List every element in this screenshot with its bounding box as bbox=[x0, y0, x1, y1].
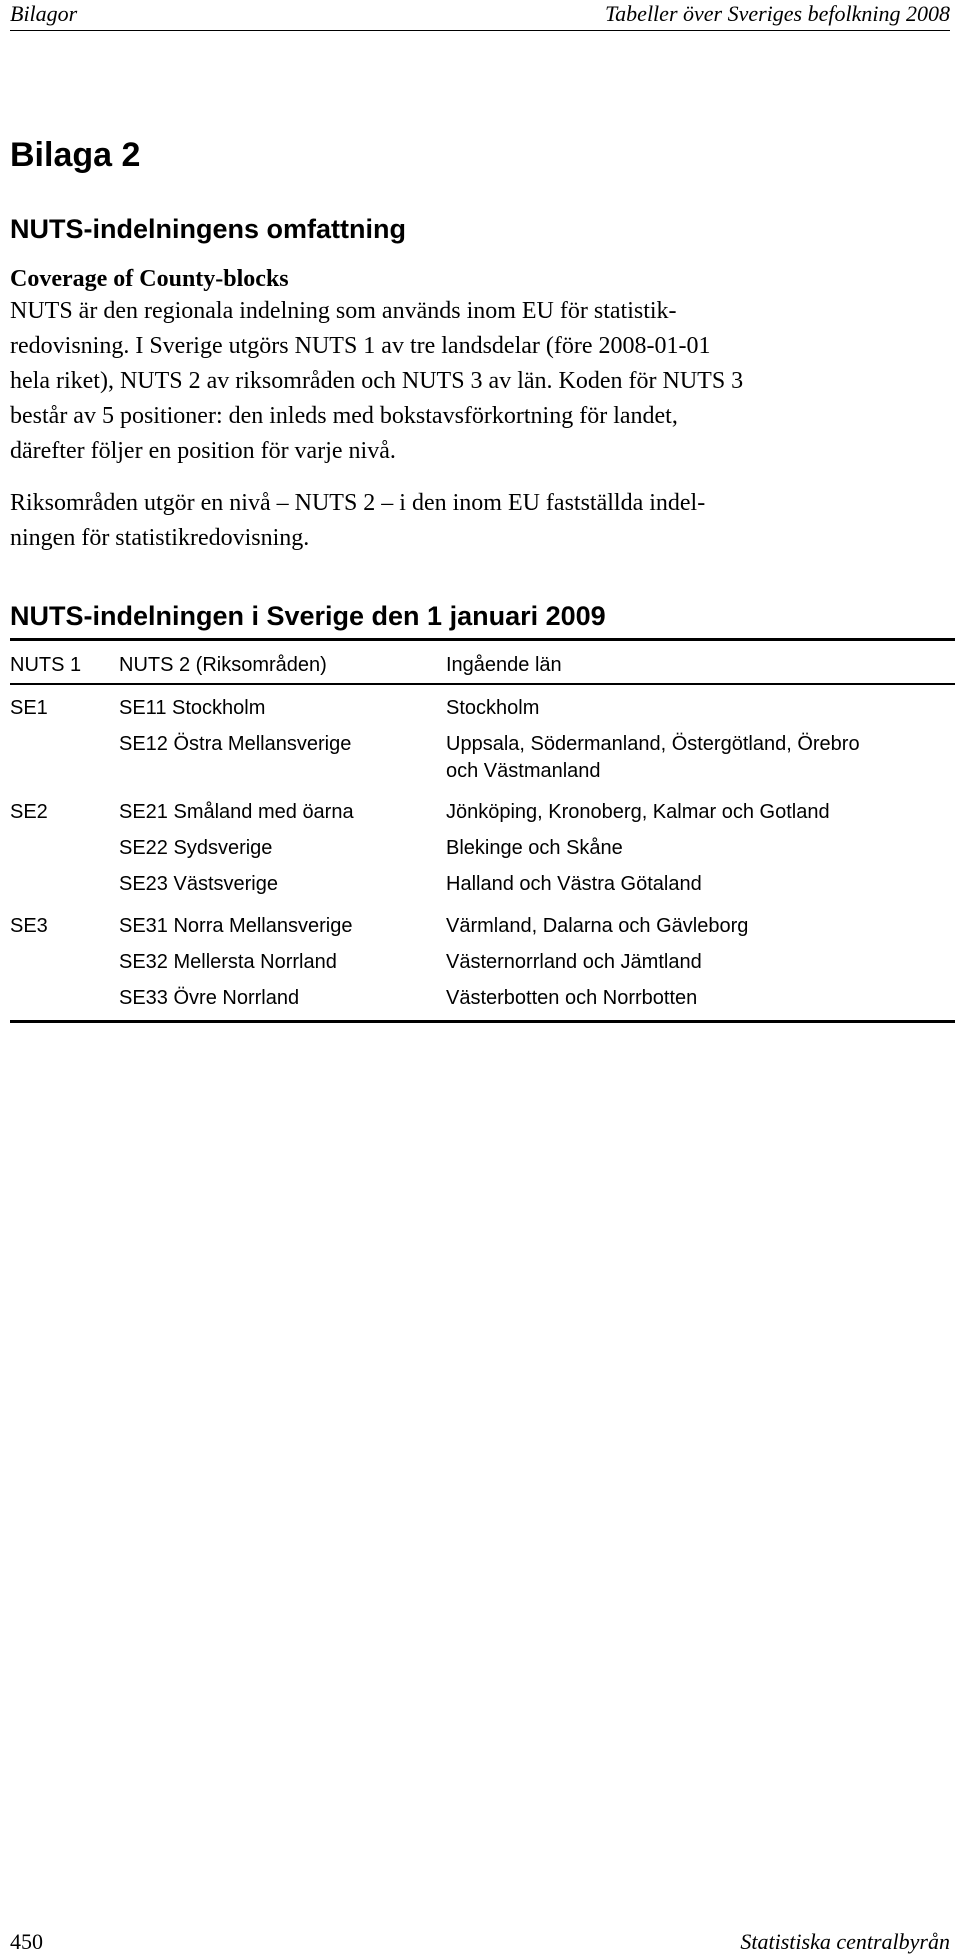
page-footer bbox=[10, 1928, 950, 1956]
table-cell-nuts1: SE1 bbox=[10, 697, 48, 719]
paragraph-line: Riksområden utgör en nivå – NUTS 2 – i den inom EU fastställda indel- bbox=[10, 490, 706, 516]
table-cell-nuts2: SE23 Västsverige bbox=[119, 873, 278, 895]
table-cell-lan: Stockholm bbox=[446, 697, 540, 719]
table-cell-nuts2: SE32 Mellersta Norrland bbox=[119, 951, 337, 973]
table-top-rule bbox=[10, 638, 955, 641]
paragraph-line: därefter följer en position för varje nivå. bbox=[10, 438, 396, 464]
page-number: 450 bbox=[10, 1929, 43, 1954]
publisher-name: Statistiska centralbyrån bbox=[740, 1929, 950, 1954]
table-cell-lan: Uppsala, Södermanland, Östergötland, Örebro bbox=[446, 733, 860, 755]
table-cell-nuts2: SE31 Norra Mellansverige bbox=[119, 915, 353, 937]
table-cell-nuts2: SE12 Östra Mellansverige bbox=[119, 733, 352, 755]
riksomraden-paragraph bbox=[10, 486, 950, 556]
intro-paragraph bbox=[10, 294, 950, 469]
table-cell-lan: Värmland, Dalarna och Gävleborg bbox=[446, 915, 749, 937]
table-cell-lan: Västernorrland och Jämtland bbox=[446, 951, 702, 973]
table-cell-nuts2: SE22 Sydsverige bbox=[119, 837, 273, 859]
paragraph-line: hela riket), NUTS 2 av riksområden och NUTS 3 av län. Koden för NUTS 3 bbox=[10, 368, 744, 394]
column-header-lan: Ingående län bbox=[446, 654, 562, 676]
table-cell-nuts2: SE21 Småland med öarna bbox=[119, 801, 354, 823]
column-header-nuts2: NUTS 2 (Riksområden) bbox=[119, 654, 327, 676]
table-cell-lan: Västerbotten och Norrbotten bbox=[446, 987, 698, 1009]
english-subheading: Coverage of County-blocks bbox=[10, 266, 289, 292]
table-header-rule bbox=[10, 683, 955, 685]
column-header-nuts1: NUTS 1 bbox=[10, 654, 82, 676]
table-cell-nuts2: SE33 Övre Norrland bbox=[119, 987, 300, 1009]
table-bottom-rule bbox=[10, 1020, 955, 1023]
paragraph-line: NUTS är den regionala indelning som används inom EU för statistik- bbox=[10, 298, 677, 324]
table-cell-lan: Halland och Västra Götaland bbox=[446, 873, 702, 895]
paragraph-line: redovisning. I Sverige utgörs NUTS 1 av tre landsdelar (före 2008-01-01 bbox=[10, 333, 711, 359]
table-cell-nuts1: SE2 bbox=[10, 801, 48, 823]
paragraph-line: består av 5 positioner: den inleds med bokstavsförkortning för landet, bbox=[10, 403, 678, 429]
table-cell-nuts1: SE3 bbox=[10, 915, 48, 937]
appendix-title: Bilaga 2 bbox=[10, 136, 141, 174]
table-cell-lan-continued: och Västmanland bbox=[446, 760, 601, 782]
table-cell-nuts2: SE11 Stockholm bbox=[119, 697, 266, 719]
section-heading: NUTS-indelningens omfattning bbox=[10, 214, 406, 244]
header-section-label: Bilagor bbox=[10, 1, 78, 26]
running-header bbox=[10, 0, 950, 31]
table-title: NUTS-indelningen i Sverige den 1 januari 2009 bbox=[10, 601, 606, 631]
table-cell-lan: Blekinge och Skåne bbox=[446, 837, 623, 859]
paragraph-line: ningen för statistikredovisning. bbox=[10, 525, 310, 551]
table-cell-lan: Jönköping, Kronoberg, Kalmar och Gotland bbox=[446, 801, 830, 823]
header-publication-title: Tabeller över Sveriges befolkning 2008 bbox=[604, 1, 950, 26]
